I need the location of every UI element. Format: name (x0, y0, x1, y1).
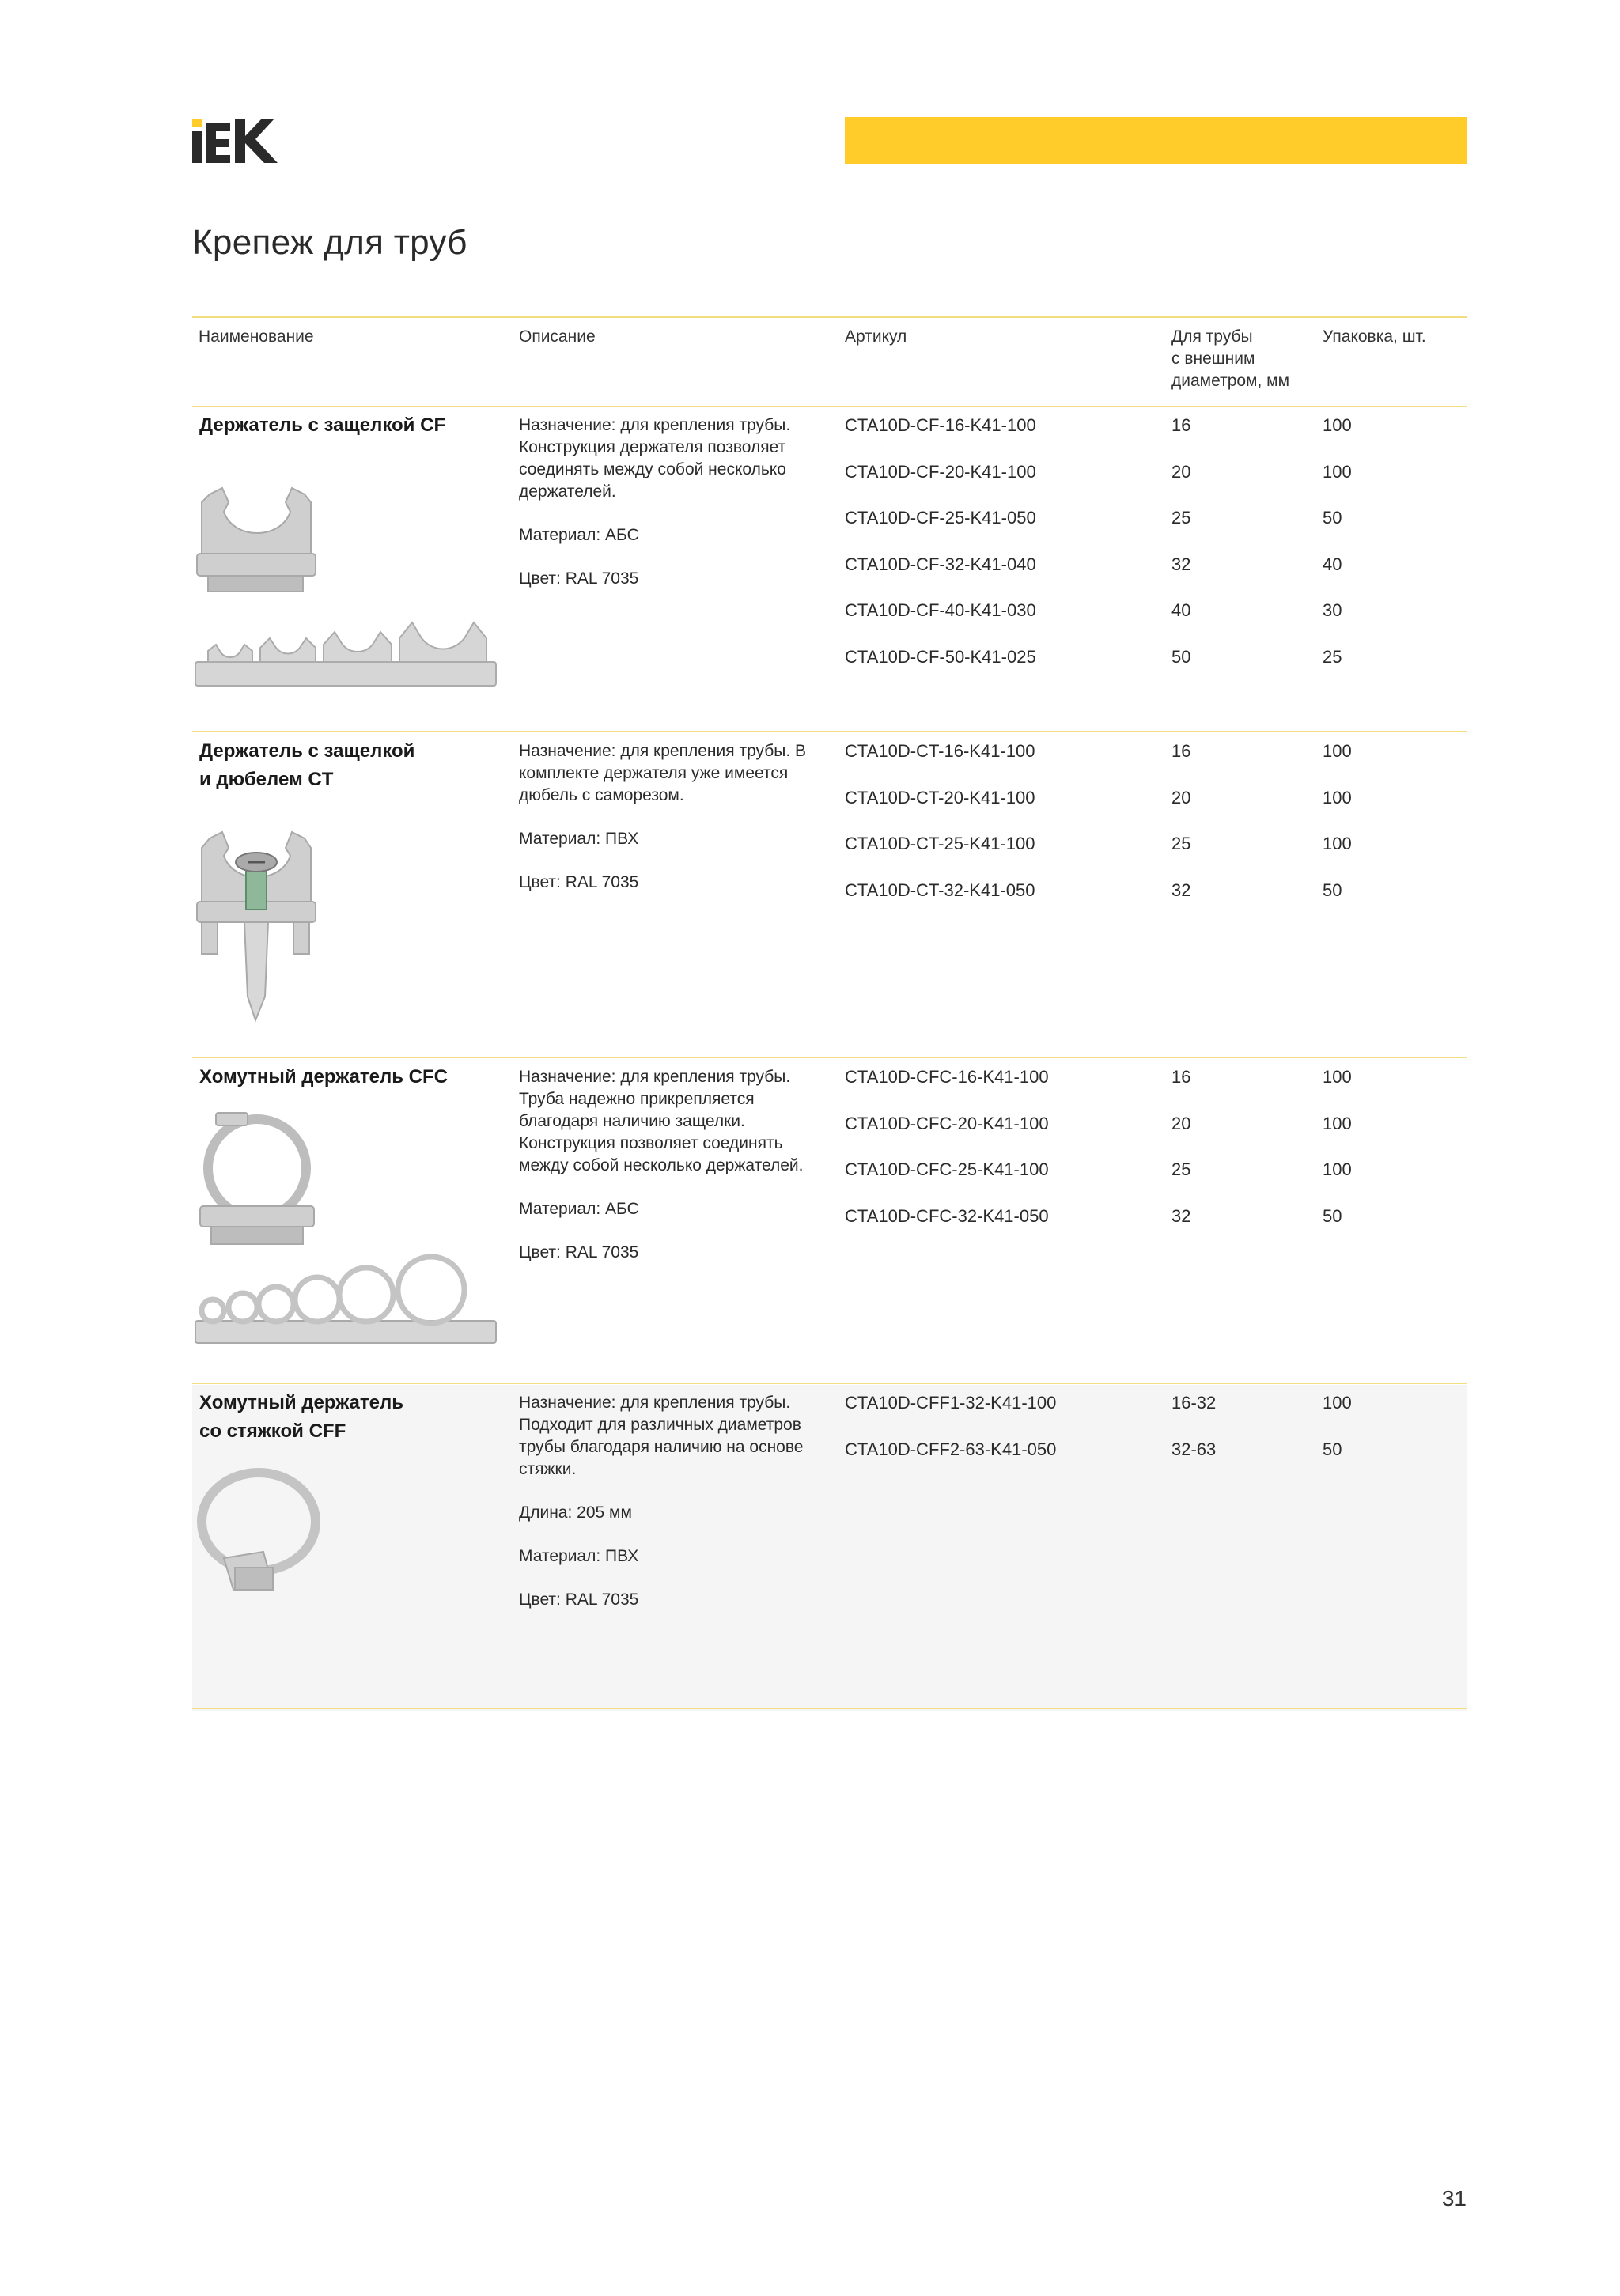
iek-logo (192, 119, 285, 163)
package-value: 100 (1323, 415, 1352, 435)
description-purpose: Назначение: для крепления трубы. Труба надежно прикрепляется благодаря наличию защелки. Конструкция позволяет соединять между собой несколько держателей. (519, 1068, 804, 1174)
article-column (845, 1392, 1056, 1485)
package-column (1323, 1392, 1352, 1485)
col-header-name: Наименование (199, 327, 314, 346)
package-value: 100 (1323, 1393, 1352, 1413)
description-material: Материал: ПВХ (519, 1547, 639, 1565)
diameter-value: 32 (1171, 879, 1191, 900)
col-header-diameter-line: с внешним (1171, 350, 1255, 368)
table-bottom-rule (192, 1708, 1467, 1709)
diameter-value: 20 (1171, 461, 1191, 482)
product-name-line: Держатель с защелкой (199, 740, 415, 762)
diameter-value: 32 (1171, 1205, 1191, 1226)
article-column (845, 740, 1035, 925)
diameter-value: 20 (1171, 1113, 1191, 1133)
article-code: CTA10D-CT-25-K41-100 (845, 834, 1035, 853)
product-name-line: и дюбелем CT (199, 769, 334, 790)
package-value: 50 (1323, 1439, 1342, 1459)
diameter-value: 50 (1171, 646, 1191, 667)
article-code: CTA10D-CFC-25-K41-100 (845, 1159, 1049, 1179)
article-code: CTA10D-CFF1-32-K41-100 (845, 1393, 1057, 1413)
diameter-value: 32-63 (1171, 1439, 1217, 1459)
cfc-holder-image (192, 1103, 509, 1356)
package-value: 50 (1323, 1205, 1342, 1226)
header-bottom-rule (192, 406, 1467, 407)
diameter-column (1171, 740, 1190, 925)
article-code: CTA10D-CFF2-63-K41-050 (845, 1439, 1057, 1459)
package-value: 100 (1323, 741, 1352, 761)
description-purpose: Назначение: для крепления трубы. В комплекте держателя уже имеется дюбель с саморезом. (519, 742, 807, 804)
product-description (519, 740, 819, 915)
package-value: 25 (1323, 646, 1342, 667)
product-name-line: Хомутный держатель CFC (199, 1066, 448, 1087)
diameter-value: 25 (1171, 834, 1191, 853)
package-value: 100 (1323, 1067, 1352, 1087)
diameter-column (1171, 1066, 1190, 1251)
article-code: CTA10D-CT-32-K41-050 (845, 879, 1035, 900)
col-header-description: Описание (519, 327, 596, 346)
article-code: CTA10D-CT-16-K41-100 (845, 741, 1035, 761)
row-divider (192, 731, 1467, 732)
product-description (519, 1066, 819, 1285)
description-color: Цвет: RAL 7035 (519, 1591, 639, 1609)
description-purpose: Назначение: для крепления трубы. Конструкция держателя позволяет соединять между собой несколько держателей. (519, 416, 791, 501)
diameter-value: 40 (1171, 600, 1191, 620)
diameter-value: 16-32 (1171, 1393, 1217, 1413)
product-name (199, 1063, 448, 1091)
product-description (519, 1392, 819, 1632)
product-name-line: Хомутный держатель (199, 1392, 403, 1413)
package-value: 50 (1323, 879, 1342, 900)
row-divider (192, 1057, 1467, 1058)
diameter-value: 16 (1171, 741, 1191, 761)
description-length: Длина: 205 мм (519, 1504, 632, 1522)
article-code: CTA10D-CF-50-K41-025 (845, 646, 1036, 667)
article-code: CTA10D-CFC-16-K41-100 (845, 1067, 1049, 1087)
package-value: 100 (1323, 787, 1352, 808)
page-number: 31 (1441, 2186, 1467, 2211)
description-color: Цвет: RAL 7035 (519, 873, 639, 891)
col-header-article: Артикул (845, 327, 907, 346)
description-material: Материал: АБС (519, 526, 639, 544)
diameter-value: 16 (1171, 415, 1191, 435)
diameter-column (1171, 414, 1190, 692)
article-code: CTA10D-CFC-20-K41-100 (845, 1113, 1049, 1133)
diameter-value: 25 (1171, 1159, 1191, 1179)
diameter-value: 25 (1171, 508, 1191, 528)
description-material: Материал: АБС (519, 1200, 639, 1218)
package-column (1323, 1066, 1352, 1251)
header-top-rule (192, 316, 1467, 318)
diameter-value: 32 (1171, 554, 1191, 574)
diameter-column (1171, 1392, 1216, 1485)
diameter-value: 16 (1171, 1067, 1191, 1087)
package-value: 100 (1323, 1113, 1352, 1133)
product-name (199, 1389, 403, 1446)
product-name (199, 411, 445, 440)
package-value: 40 (1323, 554, 1342, 574)
cf-holder-image (192, 455, 509, 708)
row-divider (192, 1383, 1467, 1384)
article-code: CTA10D-CFC-32-K41-050 (845, 1205, 1049, 1226)
product-description (519, 414, 819, 611)
article-code: CTA10D-CF-25-K41-050 (845, 508, 1036, 528)
cff-holder-image (192, 1463, 350, 1621)
package-value: 100 (1323, 834, 1352, 853)
col-header-diameter (1171, 326, 1289, 392)
article-code: CTA10D-CF-32-K41-040 (845, 554, 1036, 574)
article-column (845, 1066, 1049, 1251)
product-name (199, 737, 414, 794)
package-value: 30 (1323, 600, 1342, 620)
package-value: 50 (1323, 508, 1342, 528)
article-code: CTA10D-CF-20-K41-100 (845, 461, 1036, 482)
description-purpose: Назначение: для крепления трубы. Подходит для различных диаметров трубы благодаря наличию на основе стяжки. (519, 1394, 804, 1478)
description-color: Цвет: RAL 7035 (519, 569, 639, 588)
package-value: 100 (1323, 1159, 1352, 1179)
article-code: CTA10D-CT-20-K41-100 (845, 787, 1035, 808)
diameter-value: 20 (1171, 787, 1191, 808)
ct-holder-image (192, 807, 350, 1044)
brand-accent-bar (845, 117, 1467, 164)
description-color: Цвет: RAL 7035 (519, 1243, 639, 1261)
product-name-line: со стяжкой CFF (199, 1420, 346, 1442)
product-name-line: Держатель с защелкой CF (199, 414, 446, 436)
col-header-diameter-line: диаметром, мм (1171, 372, 1290, 390)
description-material: Материал: ПВХ (519, 830, 639, 848)
article-column (845, 414, 1036, 692)
page-title: Крепеж для труб (192, 223, 467, 262)
article-code: CTA10D-CF-40-K41-030 (845, 600, 1036, 620)
col-header-package: Упаковка, шт. (1323, 327, 1426, 346)
col-header-diameter-line: Для трубы (1171, 327, 1253, 346)
package-column (1323, 740, 1352, 925)
article-code: CTA10D-CF-16-K41-100 (845, 415, 1036, 435)
package-column (1323, 414, 1352, 692)
package-value: 100 (1323, 461, 1352, 482)
